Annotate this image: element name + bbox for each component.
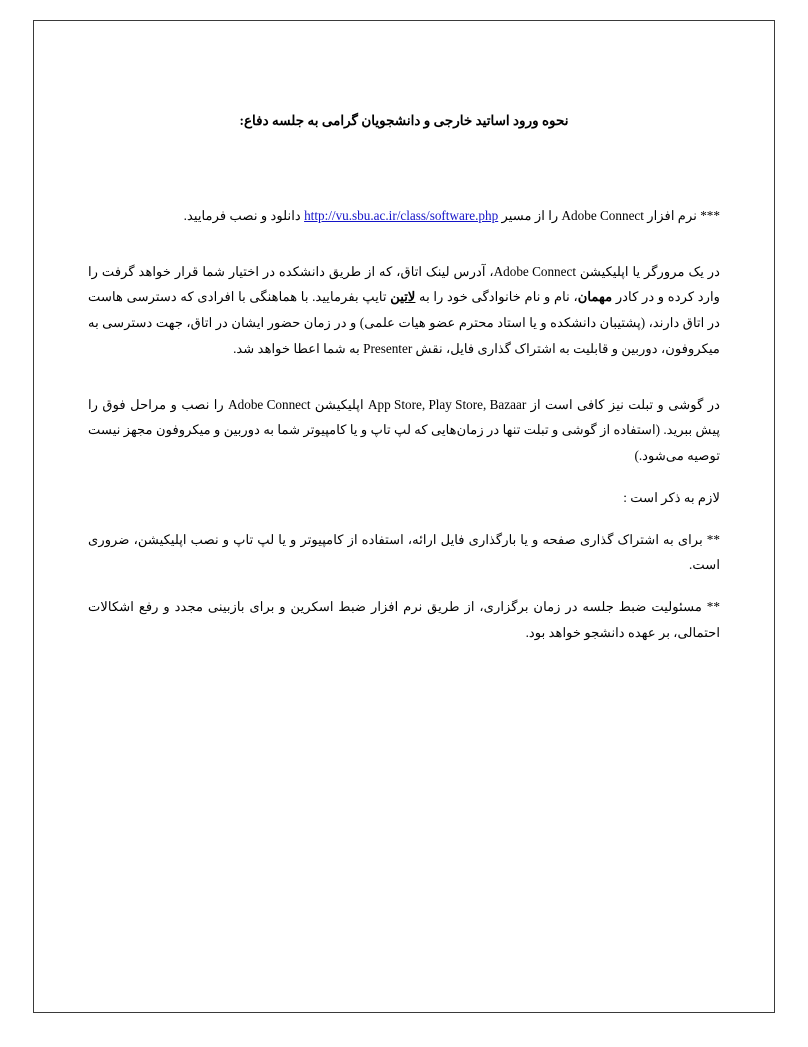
paragraph-mobile (88, 392, 720, 469)
browser-part5: به شما اعطا خواهد شد. (233, 340, 364, 356)
browser-latin-label: لاتین (390, 289, 416, 305)
install-suffix: دانلود و نصب فرمایید. (183, 207, 305, 223)
spacer (88, 511, 720, 527)
software-download-link[interactable]: http://vu.sbu.ac.ir/class/software.php (304, 207, 499, 223)
mobile-stores: App Store, Play Store, Bazaar (368, 396, 527, 412)
paragraph-install (88, 203, 720, 229)
browser-part2: ، آدرس لینک اتاق، که از طریق دانشکده در اختیار شما قرار خواهد گرفت را وارد کرده و در کادر (88, 263, 721, 305)
install-mid: را از مسیر (498, 207, 562, 223)
spacer (88, 578, 720, 594)
spacer (88, 362, 720, 392)
browser-guest-label: مهمان (577, 289, 613, 305)
note-item-2: ** مسئولیت ضبط جلسه در زمان برگزاری، از طریق نرم افزار ضبط اسکرین و برای بازبینی مجدد و رفع اشکالات احتمالی، بر عهده دانشجو خواهد بود. (88, 599, 720, 640)
mobile-app-name: Adobe Connect (228, 396, 311, 412)
mobile-part2: اپلیکیشن (310, 396, 368, 412)
spacer (88, 229, 720, 259)
browser-app-name: Adobe Connect (493, 263, 577, 279)
note-heading: لازم به ذکر است : (623, 489, 720, 505)
install-app-name: Adobe Connect (561, 207, 644, 223)
mobile-part1: در گوشی و تبلت نیز کافی است از (526, 396, 720, 412)
mobile-part3: را نصب و مراحل فوق را پیش ببرید. (استفاده از گوشی و تبلت تنها در زمان‌هایی که لپ تاپ و یا کامپیوتر شما به دوربین و میکروفون مجهز نیست توصیه می‌شود.) (88, 396, 720, 464)
spacer (88, 469, 720, 485)
browser-part4: تایپ بفرمایید. با هماهنگی با افرادی که دسترسی هاست در اتاق دارند، (پشتیبان دانشکده و یا استاد محترم عضو هیات علمی) و در زمان حضور ایشان در اتاق، جهت دسترسی به میکروفون، دوربین و قابلیت به اشتراک گذاری فایل، نقش (88, 289, 720, 356)
document-content (88, 110, 720, 645)
install-prefix: *** نرم افزار (643, 207, 720, 223)
spacer (88, 141, 720, 203)
note-item-1: ** برای به اشتراک گذاری صفحه و یا بارگذاری فایل ارائه، استفاده از کامپیوتر و یا لپ تاپ و نصب اپلیکیشن، ضروری است. (88, 531, 720, 573)
page-title: نحوه ورود اساتید خارجی و دانشجویان گرامی به جلسه دفاع: (239, 113, 569, 128)
paragraph-browser (88, 259, 720, 362)
browser-role-name: Presenter (363, 340, 413, 356)
browser-part1: در یک مرورگر یا اپلیکیشن (576, 263, 720, 279)
browser-part3: ، نام و نام خانوادگی خود را به (415, 289, 578, 305)
